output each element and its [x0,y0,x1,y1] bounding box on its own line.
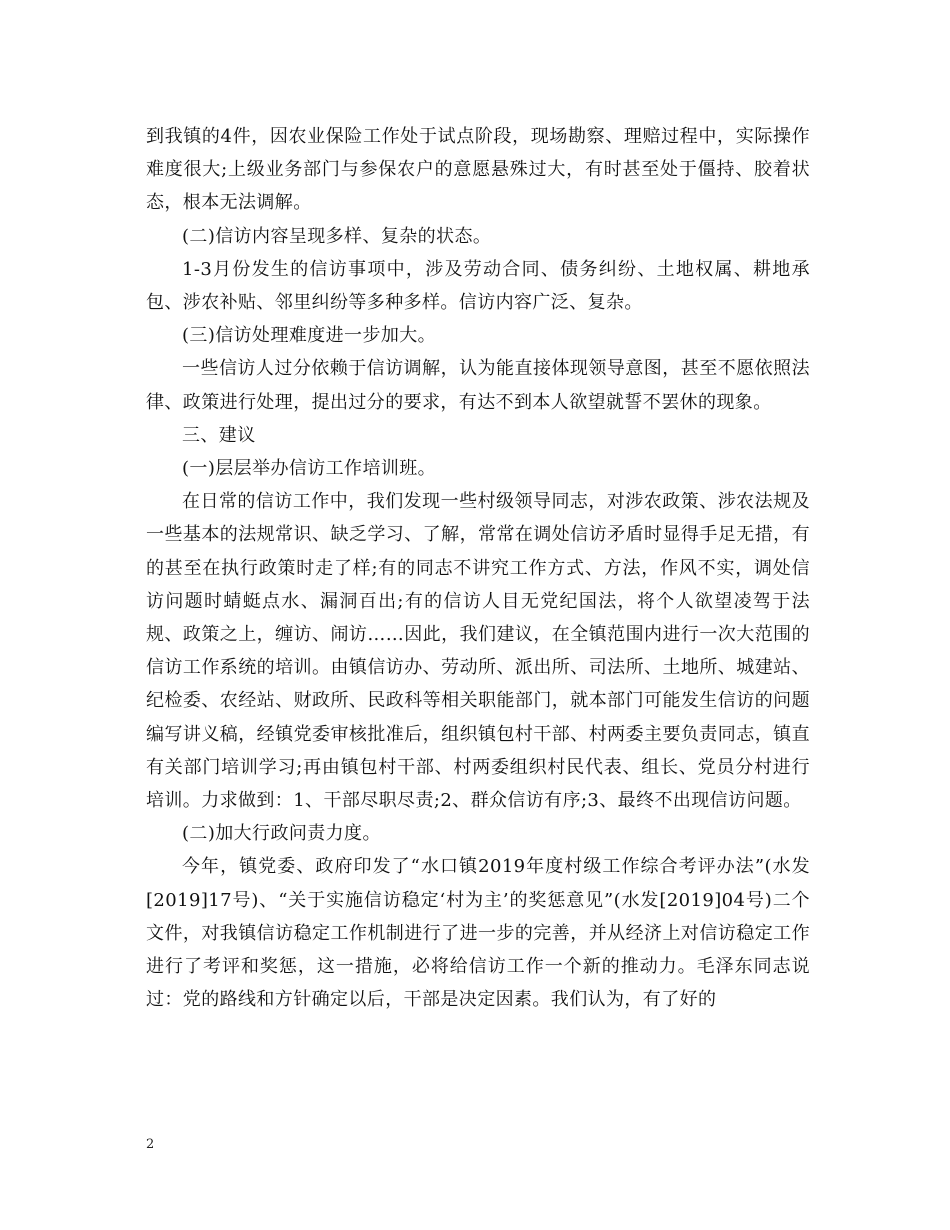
subheading: (一)层层举办信访工作培训班。 [182,458,437,480]
section-heading: 三、建议 [182,424,256,446]
document-body [146,120,810,1016]
page-number: 2 [146,1137,155,1152]
subheading: (二)信访内容呈现多样、复杂的状态。 [182,225,492,247]
body-paragraph: 1-3月份发生的信访事项中，涉及劳动合同、债务纠纷、土地权属、耕地承包、涉农补贴、邻里纠纷等多种多样。信访内容广泛、复杂。 [146,258,810,314]
subheading: (二)加大行政问责力度。 [182,823,381,845]
body-paragraph: 在日常的信访工作中，我们发现一些村级领导同志，对涉农政策、涉农法规及一些基本的法规常识、缺乏学习、了解，常常在调处信访矛盾时显得手足无措，有的甚至在执行政策时走了样;有的同志不讲究工作方式、方法，作风不实，调处信访问题时蜻蜓点水、漏洞百出;有的信访人目无党纪国法，将个人欲望凌驾于法规、政策之上，缠访、闹访……因此，我们建议，在全镇范围内进行一次大范围的信访工作系统的培训。由镇信访办、劳动所、派出所、司法所、土地所、城建站、纪检委、农经站、财政所、民政科等相关职能部门，就本部门可能发生信访的问题编写讲义稿，经镇党委审核批准后，组织镇包村干部、村两委主要负责同志，镇直有关部门培训学习;再由镇包村干部、村两委组织村民代表、组长、党员分村进行培训。力求做到：1、干部尽职尽责;2、群众信访有序;3、最终不出现信访问题。 [146,491,810,812]
body-paragraph: 今年，镇党委、政府印发了“水口镇2019年度村级工作综合考评办法”(水发[2019]17号)、“关于实施信访稳定‘村为主’的奖惩意见”(水发[2019]04号)二个文件，对我镇信访稳定工作机制进行了进一步的完善，并从经济上对信访稳定工作进行了考评和奖惩，这一措施，必将给信访工作一个新的推动力。毛泽东同志说过：党的路线和方针确定以后，干部是决定因素。我们认为，有了好的 [146,856,810,1011]
body-paragraph: 到我镇的4件，因农业保险工作处于试点阶段，现场勘察、理赔过程中，实际操作难度很大;上级业务部门与参保农户的意愿悬殊过大，有时甚至处于僵持、胶着状态，根本无法调解。 [146,126,810,214]
body-paragraph: 一些信访人过分依赖于信访调解，认为能直接体现领导意图，甚至不愿依照法律、政策进行处理，提出过分的要求，有达不到本人欲望就誓不罢休的现象。 [146,358,810,413]
subheading: (三)信访处理难度进一步加大。 [182,325,437,347]
